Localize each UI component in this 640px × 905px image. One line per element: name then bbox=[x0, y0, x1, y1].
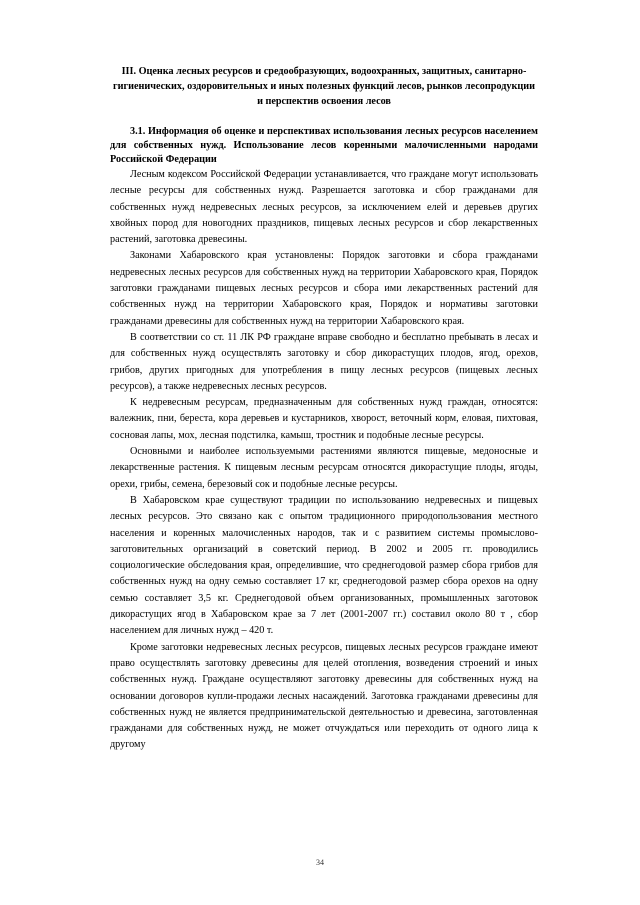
paragraph: Кроме заготовки недревесных лесных ресурсов, пищевых лесных ресурсов граждане имеют право осуществлять заготовку древесины для целей отопления, возведения строений и иных собственных нужд. Граждане осуществляют заготовку древесины для собственных нужд на основании договоров купли-продажи лесных насаждений. Заготовка гражданами древесины для собственных нужд не является предпринимательской деятельностью и древесина, заготовленная гражданами для собственных нужд, не может отчуждаться или переходить от одного лица к другому bbox=[110, 641, 538, 751]
page-content bbox=[110, 64, 538, 754]
page-number: 34 bbox=[316, 858, 324, 867]
paragraph: В Хабаровском крае существуют традиции по использованию недревесных и пищевых лесных ресурсов. Это связано как с опытом традиционного природопользования местного населения и коренных малочисленных народов, так и с развитием системы промыслово-заготовительных организаций в советский период. В 2002 и 2005 гг. проводились социологические обследования края, определившие, что среднегодовой размер сбора грибов для собственных нужд на одну семью составляет 17 кг, среднегодовой размер сбора орехов на одну семью составляет 3,5 кг. Среднегодовой объем организованных, промышленных заготовок дикорастущих ягод в Хабаровском крае за 7 лет (2001-2007 гг.) составил около 80 т , сбор населением для личных нужд – 420 т. bbox=[110, 494, 538, 637]
paragraph: Законами Хабаровского края установлены: Порядок заготовки и сбора гражданами недревесных лесных ресурсов для собственных нужд на территории Хабаровского края, Порядок заготовки гражданами пищевых лесных ресурсов и сбора ими лекарственных растений для собственных нужд на территории Хабаровского края, Порядок и нормативы заготовки гражданами древесины для собственных нужд на территории Хабаровского края. bbox=[110, 250, 538, 327]
paragraph: В соответствии со ст. 11 ЛК РФ граждане вправе свободно и бесплатно пребывать в лесах и для собственных нужд осуществлять заготовку и сбор дикорастущих плодов, ягод, орехов, грибов, других пригодных для употребления в пищу лесных ресурсов (пищевых лесных ресурсов), а также недревесных лесных ресурсов. bbox=[110, 331, 538, 392]
section-title: III. Оценка лесных ресурсов и средообразующих, водоохранных, защитных, санитарно-гигиенических, оздоровительных и иных полезных функций лесов, рынков лесопродукции и перспектив освоения лесов bbox=[113, 66, 535, 107]
paragraph: Лесным кодексом Российской Федерации устанавливается, что граждане могут использовать лесные ресурсы для собственных нужд. Разрешается заготовка и сбор гражданами для собственных нужд недревесных лесных ресурсов, за исключением елей и деревьев других хвойных пород для новогодних праздников, пищевых лесных ресурсов и сбор лекарственных растений, заготовка древесины. bbox=[110, 169, 538, 246]
paragraph: К недревесным ресурсам, предназначенным для собственных нужд граждан, относятся: валежник, пни, береста, кора деревьев и кустарников, хворост, веточный корм, еловая, пихтовая, сосновая лапы, мох, лесная подстилка, камыш, тростник и подобные лесные ресурсы. bbox=[110, 397, 538, 441]
paragraph: Основными и наиболее используемыми растениями являются пищевые, медоносные и лекарственные растения. К пищевым лесным ресурсам относятся дикорастущие плоды, ягоды, орехи, грибы, семена, березовый сок и подобные лесные ресурсы. bbox=[110, 446, 538, 490]
section-subtitle: 3.1. Информация об оценке и перспективах использования лесных ресурсов населением для собственных нужд. Использование лесов коренными малочисленными народами Российской Федерации bbox=[110, 126, 538, 165]
